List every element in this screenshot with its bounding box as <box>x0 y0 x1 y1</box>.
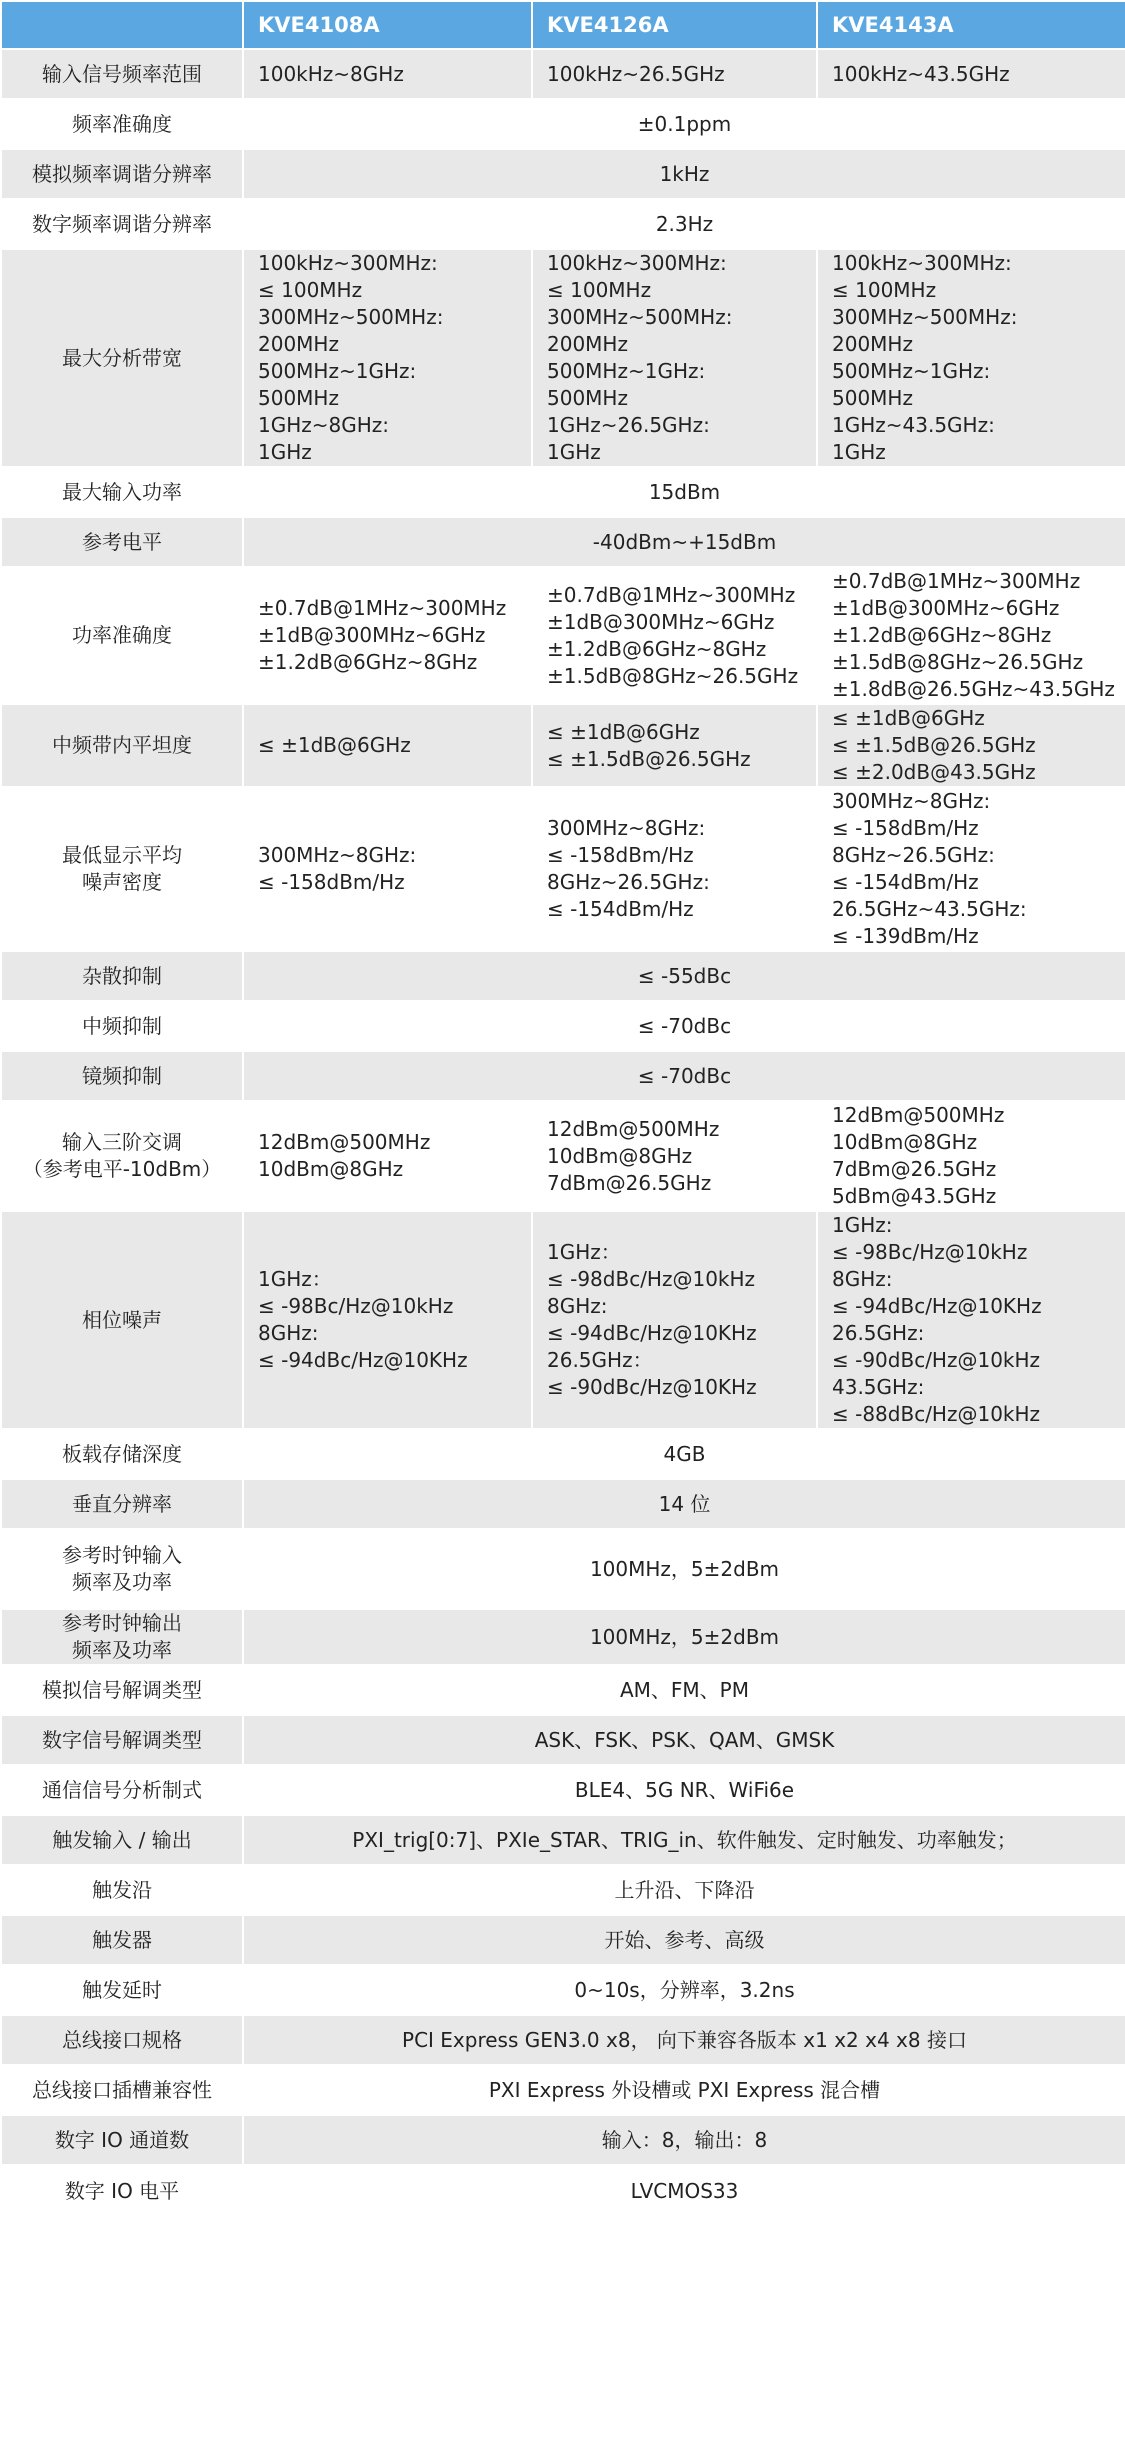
spec-label: 杂散抑制 <box>1 951 243 1001</box>
spec-value-shared: AM、FM、PM <box>243 1665 1125 1715</box>
spec-value-model-3: ±0.7dB@1MHz~300MHz ±1dB@300MHz~6GHz ±1.2dB@6GHz~8GHz ±1.5dB@8GHz~26.5GHz ±1.8dB@26.5GHz~43.5GHz <box>817 567 1125 704</box>
spec-row <box>1 1965 1125 2015</box>
spec-label: 总线接口规格 <box>1 2015 243 2065</box>
spec-label: 触发器 <box>1 1915 243 1965</box>
spec-value-shared: PXI Express 外设槽或 PXI Express 混合槽 <box>243 2065 1125 2115</box>
spec-value-shared: 14 位 <box>243 1479 1125 1529</box>
spec-value-shared: PXI_trig[0:7]、PXIe_STAR、TRIG_in、软件触发、定时触发、功率触发； <box>243 1815 1125 1865</box>
spec-label: 参考时钟输入 频率及功率 <box>1 1529 243 1609</box>
spec-row <box>1 787 1125 951</box>
spec-row <box>1 1211 1125 1429</box>
spec-row <box>1 1609 1125 1665</box>
spec-value-shared: ≤ -70dBc <box>243 1001 1125 1051</box>
spec-label: 数字 IO 电平 <box>1 2165 243 2217</box>
spec-value-model-1: 300MHz~8GHz: ≤ -158dBm/Hz <box>243 787 532 951</box>
spec-row <box>1 2065 1125 2115</box>
spec-value-shared: 1kHz <box>243 149 1125 199</box>
spec-row <box>1 1051 1125 1101</box>
spec-row <box>1 149 1125 199</box>
spec-label: 数字 IO 通道数 <box>1 2115 243 2165</box>
spec-label: 模拟频率调谐分辨率 <box>1 149 243 199</box>
spec-row <box>1 951 1125 1001</box>
spec-label: 数字信号解调类型 <box>1 1715 243 1765</box>
spec-row <box>1 567 1125 704</box>
spec-value-model-2: ±0.7dB@1MHz~300MHz ±1dB@300MHz~6GHz ±1.2dB@6GHz~8GHz ±1.5dB@8GHz~26.5GHz <box>532 567 817 704</box>
spec-label: 垂直分辨率 <box>1 1479 243 1529</box>
spec-row <box>1 199 1125 249</box>
spec-label: 输入信号频率范围 <box>1 49 243 99</box>
spec-value-shared: ≤ -70dBc <box>243 1051 1125 1101</box>
spec-value-shared: 15dBm <box>243 467 1125 517</box>
spec-row <box>1 1479 1125 1529</box>
spec-value-shared: 0~10s，分辨率，3.2ns <box>243 1965 1125 2015</box>
spec-row <box>1 2165 1125 2217</box>
header-row <box>1 1 1125 49</box>
header-corner <box>1 1 243 49</box>
spec-label: 总线接口插槽兼容性 <box>1 2065 243 2115</box>
spec-row <box>1 49 1125 99</box>
spec-label: 模拟信号解调类型 <box>1 1665 243 1715</box>
header-model-kve4143a: KVE4143A <box>817 1 1125 49</box>
spec-row <box>1 2115 1125 2165</box>
spec-label: 参考时钟输出 频率及功率 <box>1 1609 243 1665</box>
spec-label: 触发沿 <box>1 1865 243 1915</box>
spec-label: 板载存储深度 <box>1 1429 243 1479</box>
spec-label: 最大分析带宽 <box>1 249 243 467</box>
spec-row <box>1 467 1125 517</box>
spec-value-model-1: 12dBm@500MHz 10dBm@8GHz <box>243 1101 532 1211</box>
spec-value-model-2: 1GHz： ≤ -98dBc/Hz@10kHz 8GHz: ≤ -94dBc/Hz@10KHz 26.5GHz： ≤ -90dBc/Hz@10KHz <box>532 1211 817 1429</box>
spec-value-model-2: 12dBm@500MHz 10dBm@8GHz 7dBm@26.5GHz <box>532 1101 817 1211</box>
spec-label: 相位噪声 <box>1 1211 243 1429</box>
spec-value-shared: 100MHz，5±2dBm <box>243 1529 1125 1609</box>
spec-value-shared: 上升沿、下降沿 <box>243 1865 1125 1915</box>
spec-value-shared: 开始、参考、高级 <box>243 1915 1125 1965</box>
header-model-kve4126a: KVE4126A <box>532 1 817 49</box>
spec-value-model-1: ±0.7dB@1MHz~300MHz ±1dB@300MHz~6GHz ±1.2dB@6GHz~8GHz <box>243 567 532 704</box>
spec-row <box>1 2015 1125 2065</box>
spec-value-shared: 100MHz，5±2dBm <box>243 1609 1125 1665</box>
spec-label: 输入三阶交调 （参考电平-10dBm） <box>1 1101 243 1211</box>
spec-row <box>1 1429 1125 1479</box>
spec-value-model-3: 100kHz~300MHz: ≤ 100MHz 300MHz~500MHz: 200MHz 500MHz~1GHz: 500MHz 1GHz~43.5GHz: 1GHz <box>817 249 1125 467</box>
spec-value-model-2: 300MHz~8GHz: ≤ -158dBm/Hz 8GHz~26.5GHz: ≤ -154dBm/Hz <box>532 787 817 951</box>
spec-value-shared: PCI Express GEN3.0 x8， 向下兼容各版本 x1 x2 x4 x8 接口 <box>243 2015 1125 2065</box>
spec-value-model-1: 1GHz： ≤ -98Bc/Hz@10kHz 8GHz: ≤ -94dBc/Hz@10KHz <box>243 1211 532 1429</box>
spec-value-shared: BLE4、5G NR、WiFi6e <box>243 1765 1125 1815</box>
spec-row <box>1 1715 1125 1765</box>
spec-row <box>1 249 1125 467</box>
spec-row <box>1 1865 1125 1915</box>
spec-value-shared: ASK、FSK、PSK、QAM、GMSK <box>243 1715 1125 1765</box>
spec-row <box>1 1529 1125 1609</box>
header-model-kve4108a: KVE4108A <box>243 1 532 49</box>
spec-row <box>1 1001 1125 1051</box>
spec-value-model-2: 100kHz~300MHz: ≤ 100MHz 300MHz~500MHz: 200MHz 500MHz~1GHz: 500MHz 1GHz~26.5GHz: 1GHz <box>532 249 817 467</box>
spec-body <box>1 49 1125 2217</box>
spec-value-model-3: 100kHz~43.5GHz <box>817 49 1125 99</box>
spec-label: 频率准确度 <box>1 99 243 149</box>
spec-value-shared: -40dBm~+15dBm <box>243 517 1125 567</box>
spec-label: 触发延时 <box>1 1965 243 2015</box>
spec-label: 参考电平 <box>1 517 243 567</box>
spec-label: 触发输入 / 输出 <box>1 1815 243 1865</box>
spec-label: 最大输入功率 <box>1 467 243 517</box>
spec-row <box>1 1915 1125 1965</box>
spec-value-model-3: 12dBm@500MHz 10dBm@8GHz 7dBm@26.5GHz 5dBm@43.5GHz <box>817 1101 1125 1211</box>
spec-value-model-1: 100kHz~300MHz: ≤ 100MHz 300MHz~500MHz: 200MHz 500MHz~1GHz: 500MHz 1GHz~8GHz: 1GHz <box>243 249 532 467</box>
spec-value-model-3: 1GHz: ≤ -98Bc/Hz@10kHz 8GHz: ≤ -94dBc/Hz@10KHz 26.5GHz: ≤ -90dBc/Hz@10kHz 43.5GHz: ≤ -88dBc/Hz@10kHz <box>817 1211 1125 1429</box>
spec-value-shared: LVCMOS33 <box>243 2165 1125 2217</box>
spec-label: 中频带内平坦度 <box>1 704 243 787</box>
spec-row <box>1 1101 1125 1211</box>
spec-value-shared: 输入：8，输出：8 <box>243 2115 1125 2165</box>
spec-label: 最低显示平均 噪声密度 <box>1 787 243 951</box>
spec-value-model-2: ≤ ±1dB@6GHz ≤ ±1.5dB@26.5GHz <box>532 704 817 787</box>
spec-label: 镜频抑制 <box>1 1051 243 1101</box>
spec-value-shared: ±0.1ppm <box>243 99 1125 149</box>
spec-value-model-1: ≤ ±1dB@6GHz <box>243 704 532 787</box>
spec-label: 通信信号分析制式 <box>1 1765 243 1815</box>
spec-value-model-2: 100kHz~26.5GHz <box>532 49 817 99</box>
spec-value-model-3: ≤ ±1dB@6GHz ≤ ±1.5dB@26.5GHz ≤ ±2.0dB@43.5GHz <box>817 704 1125 787</box>
spec-value-model-1: 100kHz~8GHz <box>243 49 532 99</box>
spec-row <box>1 99 1125 149</box>
spec-label: 中频抑制 <box>1 1001 243 1051</box>
spec-row <box>1 704 1125 787</box>
spec-row <box>1 1665 1125 1715</box>
spec-row <box>1 1815 1125 1865</box>
spec-value-shared: 2.3Hz <box>243 199 1125 249</box>
spec-label: 功率准确度 <box>1 567 243 704</box>
spec-label: 数字频率调谐分辨率 <box>1 199 243 249</box>
spec-row <box>1 1765 1125 1815</box>
spec-value-shared: 4GB <box>243 1429 1125 1479</box>
spec-value-shared: ≤ -55dBc <box>243 951 1125 1001</box>
spec-row <box>1 517 1125 567</box>
spec-value-model-3: 300MHz~8GHz: ≤ -158dBm/Hz 8GHz~26.5GHz: ≤ -154dBm/Hz 26.5GHz~43.5GHz: ≤ -139dBm/Hz <box>817 787 1125 951</box>
